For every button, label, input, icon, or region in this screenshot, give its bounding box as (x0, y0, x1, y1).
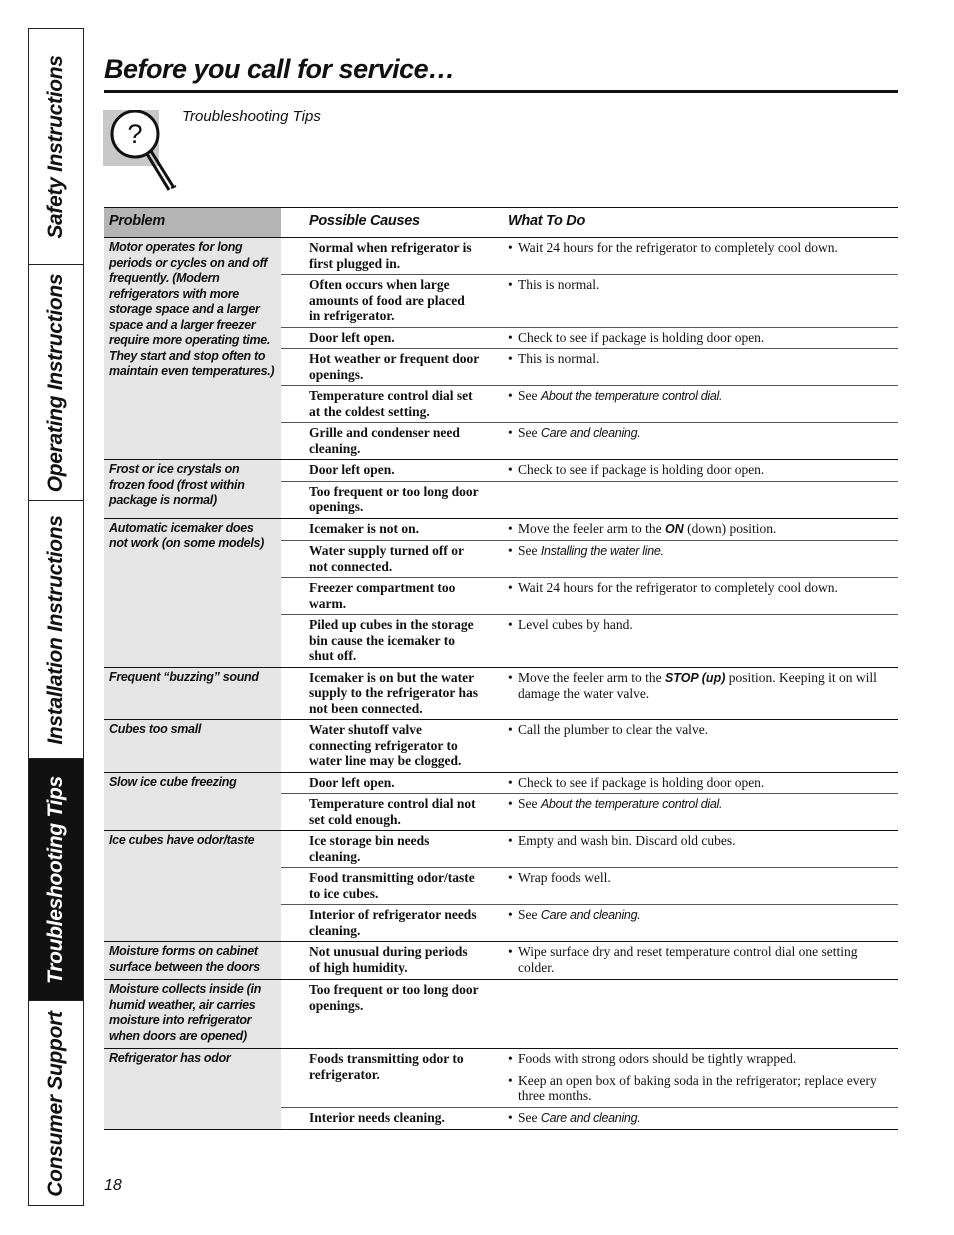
table-row (281, 348, 898, 385)
todo-cell (481, 580, 898, 611)
section-tabs (28, 28, 84, 1206)
todo-text: See (518, 907, 541, 922)
cause-cell: Temperature control dial not set cold enough. (309, 796, 476, 827)
problem-group (104, 980, 898, 1049)
cause-cell: Piled up cubes in the storage bin cause the icemaker to shut off. (309, 617, 474, 663)
cause-cell: Water supply turned off or not connected. (309, 543, 464, 574)
cause-cell: Interior needs cleaning. (309, 1109, 445, 1125)
cause-cell: Grille and condenser need cleaning. (309, 425, 460, 456)
problem-group (104, 668, 898, 721)
todo-text: (down) position. (683, 520, 777, 536)
problem-cell: Frequent “buzzing” sound (104, 668, 281, 720)
table-row (281, 327, 898, 349)
todo-item (508, 907, 878, 924)
todo-cell (481, 670, 898, 717)
problem-cell: Ice cubes have odor/taste (104, 831, 281, 941)
todo-item (508, 330, 878, 346)
table-row (281, 793, 898, 830)
causes-list (281, 238, 898, 459)
todo-text: Check to see if package is holding door open. (518, 774, 765, 790)
todo-item (508, 425, 878, 442)
todo-text: This is normal. (518, 277, 600, 292)
tab-consumer-support[interactable] (29, 1001, 83, 1207)
column-header-problem: Problem (104, 208, 281, 237)
todo-item (508, 240, 878, 256)
table-row (281, 274, 898, 327)
todo-item (508, 1051, 878, 1067)
todo-item (508, 670, 878, 702)
causes-list (281, 1049, 898, 1129)
todo-cell (481, 462, 898, 478)
todo-cell (481, 330, 898, 346)
todo-item (508, 833, 878, 849)
cause-cell: Normal when refrigerator is first plugged in. (309, 240, 472, 271)
todo-text: Wrap foods well. (518, 870, 611, 885)
todo-text: Check to see if package is holding door open. (518, 462, 765, 477)
causes-list (281, 720, 898, 772)
troubleshooting-table (104, 207, 898, 1130)
cause-cell: Interior of refrigerator needs cleaning. (309, 907, 477, 938)
todo-item (508, 277, 878, 293)
problem-group (104, 720, 898, 773)
todo-cell (481, 543, 898, 574)
section-subtitle: Troubleshooting Tips (182, 108, 321, 125)
cause-cell: Door left open. (309, 329, 395, 345)
table-row (281, 519, 898, 541)
causes-list (281, 519, 898, 667)
cause-cell: Temperature control dial set at the coldest setting. (309, 388, 473, 419)
problem-group (104, 1049, 898, 1130)
todo-cell (481, 425, 898, 456)
table-row (281, 980, 898, 1016)
todo-cell (481, 907, 898, 938)
todo-item (508, 1110, 878, 1127)
page-title: Before you call for service… (104, 54, 455, 84)
question-magnifier-icon (103, 110, 180, 192)
causes-list (281, 460, 898, 518)
cause-cell: Door left open. (309, 462, 395, 477)
problem-group (104, 942, 898, 980)
tab-label: Installation Instructions (44, 514, 67, 745)
todo-text: See (518, 796, 541, 811)
tab-label: Troubleshooting Tips (44, 775, 67, 984)
todo-text: Wait 24 hours for the refrigerator to completely cool down. (518, 240, 838, 255)
cause-cell: Icemaker is not on. (309, 520, 419, 536)
todo-reference: About the temperature control dial. (540, 797, 723, 811)
table-row (281, 831, 898, 867)
cause-cell: Not unusual during periods of high humidity. (309, 944, 468, 975)
cause-cell: Water shutoff valve connecting refrigerator to water line may be clogged. (309, 722, 462, 768)
table-row (281, 942, 898, 978)
table-row (281, 668, 898, 720)
problem-group (104, 831, 898, 942)
todo-keyword: ON (664, 521, 684, 536)
table-row (281, 460, 898, 481)
table-row (281, 614, 898, 667)
todo-item (508, 870, 878, 886)
todo-cell (481, 870, 898, 901)
todo-cell (481, 277, 898, 324)
cause-cell: Icemaker is on but the water supply to the refrigerator has not been connected. (309, 669, 478, 716)
todo-cell (481, 722, 898, 769)
causes-list (281, 980, 898, 1048)
column-header-todo: What To Do (508, 213, 585, 229)
tab-operating-instructions[interactable] (29, 265, 83, 501)
todo-cell (481, 775, 898, 791)
table-row (281, 422, 898, 459)
cause-cell: Often occurs when large amounts of food are placed in refrigerator. (309, 277, 465, 323)
todo-item (508, 351, 878, 367)
todo-item (508, 944, 878, 975)
problem-cell: Automatic icemaker does not work (on some models) (104, 519, 281, 667)
problem-cell: Cubes too small (104, 720, 281, 772)
causes-list (281, 773, 898, 831)
cause-cell: Too frequent or too long door openings. (309, 982, 479, 1013)
todo-cell (481, 388, 898, 419)
todo-text: Check to see if package is holding door open. (518, 329, 765, 345)
todo-reference: Care and cleaning. (540, 426, 641, 440)
todo-text: Foods with strong odors should be tightly wrapped. (518, 1051, 797, 1066)
problem-group (104, 238, 898, 460)
todo-item (508, 521, 878, 538)
cause-cell: Ice storage bin needs cleaning. (309, 833, 430, 864)
cause-cell: Food transmitting odor/taste to ice cubes. (309, 870, 475, 901)
cause-cell: Freezer compartment too warm. (309, 580, 456, 611)
todo-reference: Installing the water line. (540, 544, 664, 558)
page-number: 18 (104, 1177, 122, 1194)
todo-text: This is normal. (518, 351, 600, 366)
todo-item (508, 796, 878, 813)
todo-reference: Care and cleaning. (540, 908, 641, 922)
todo-text: See (518, 1109, 541, 1125)
todo-cell (481, 484, 898, 515)
table-row (281, 773, 898, 794)
problem-group (104, 460, 898, 519)
todo-cell (481, 833, 898, 864)
table-row (281, 1107, 898, 1130)
todo-item (508, 722, 878, 738)
column-header-causes: Possible Causes (309, 213, 420, 229)
todo-text: Move the feeler arm to the (518, 669, 665, 685)
todo-text: See (518, 543, 541, 558)
svg-text:?: ? (127, 119, 143, 149)
problem-group (104, 773, 898, 832)
todo-text: position. Keeping it on will damage the water valve. (518, 669, 877, 701)
todo-cell (481, 796, 898, 827)
todo-cell (481, 521, 898, 538)
todo-item (508, 388, 878, 405)
todo-item (508, 775, 878, 791)
problem-cell: Refrigerator has odor (104, 1049, 281, 1129)
tab-troubleshooting-tips[interactable] (29, 759, 83, 1001)
table-body (104, 238, 898, 1130)
causes-list (281, 942, 898, 979)
table-row (281, 867, 898, 904)
todo-reference: About the temperature control dial. (540, 389, 723, 403)
todo-item (508, 543, 878, 560)
table-row (281, 720, 898, 772)
todo-cell (481, 982, 898, 1013)
todo-text: Call the plumber to clear the valve. (518, 722, 709, 737)
todo-cell (481, 351, 898, 382)
tab-label: Consumer Support (44, 1011, 67, 1197)
todo-cell (481, 944, 898, 975)
todo-cell (481, 617, 898, 664)
todo-item (508, 580, 878, 596)
cause-cell: Foods transmitting odor to refrigerator. (309, 1051, 464, 1082)
tab-safety-instructions[interactable] (29, 29, 83, 265)
todo-cell (481, 1110, 898, 1127)
todo-cell (481, 1051, 898, 1104)
table-row (281, 481, 898, 518)
problem-cell: Motor operates for long periods or cycles on and off frequently. (Modern refrigerators with more storage space and a larger space and a larger freezer require more operating time. They start and stop often to maintain even temperatures.) (104, 238, 281, 459)
table-row (281, 238, 898, 274)
todo-text: Keep an open box of baking soda in the refrigerator; replace every three months. (518, 1072, 877, 1103)
table-row (281, 385, 898, 422)
table-row (281, 577, 898, 614)
problem-cell: Slow ice cube freezing (104, 773, 281, 831)
todo-text: Wipe surface dry and reset temperature control dial one setting colder. (518, 944, 858, 975)
table-header (104, 208, 898, 238)
cause-cell: Too frequent or too long door openings. (309, 483, 479, 514)
todo-text: Wait 24 hours for the refrigerator to completely cool down. (518, 580, 838, 595)
table-row (281, 1049, 898, 1107)
todo-text: See (518, 388, 541, 403)
todo-text: See (518, 425, 541, 440)
todo-reference: Care and cleaning. (540, 1110, 641, 1125)
todo-text: Move the feeler arm to the (518, 520, 665, 536)
todo-cell (481, 240, 898, 271)
todo-item (508, 617, 878, 633)
problem-group (104, 519, 898, 668)
table-row (281, 904, 898, 941)
tab-label: Operating Instructions (44, 273, 67, 492)
tab-installation-instructions[interactable] (29, 501, 83, 759)
cause-cell: Hot weather or frequent door openings. (309, 351, 479, 382)
problem-cell: Moisture collects inside (in humid weather, air carries moisture into refrigerator when doors are opened) (104, 980, 281, 1048)
table-row (281, 540, 898, 577)
todo-text: Level cubes by hand. (518, 617, 633, 632)
title-divider (104, 90, 898, 93)
todo-text: Empty and wash bin. Discard old cubes. (518, 833, 736, 848)
problem-cell: Moisture forms on cabinet surface between the doors (104, 942, 281, 979)
causes-list (281, 831, 898, 941)
problem-cell: Frost or ice crystals on frozen food (frost within package is normal) (104, 460, 281, 518)
causes-list (281, 668, 898, 720)
todo-keyword: STOP (up) (664, 670, 726, 685)
cause-cell: Door left open. (309, 774, 395, 790)
tab-label: Safety Instructions (44, 54, 67, 239)
todo-item (508, 1073, 878, 1104)
todo-item (508, 462, 878, 478)
